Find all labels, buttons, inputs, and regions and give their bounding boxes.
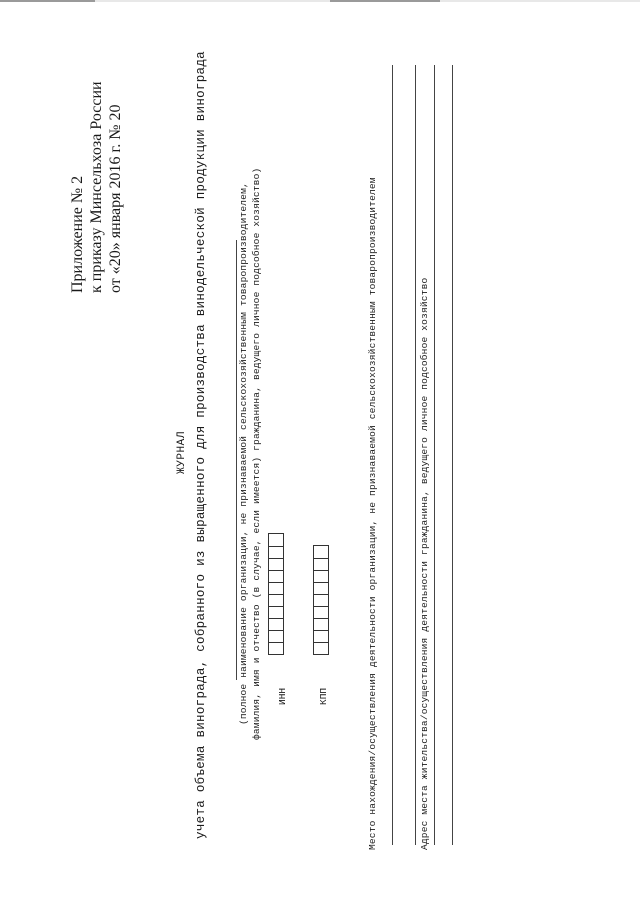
location-caption: Место нахождения/осуществления деятельности организации, не признаваемой сельскохозяйственным товаропроизводителем — [367, 177, 378, 850]
kpp-cell[interactable] — [314, 558, 328, 570]
address-line[interactable] — [434, 65, 435, 845]
inn-cell[interactable] — [269, 594, 283, 606]
address-caption: Адрес места жительства/осуществления деятельности гражданина, ведущего личное подсобное хозяйство — [419, 277, 430, 850]
kpp-cell[interactable] — [314, 642, 328, 654]
inn-cell[interactable] — [269, 582, 283, 594]
organization-note-line2: фамилия, имя и отчество (в случае, если имеется) гражданина, ведущего личное подсобное хозяйство) — [251, 167, 262, 740]
kpp-cell[interactable] — [314, 582, 328, 594]
kpp-cell[interactable] — [314, 606, 328, 618]
organization-name-line — [236, 240, 237, 680]
appendix-header — [68, 33, 125, 293]
inn-cell[interactable] — [269, 546, 283, 558]
inn-cell[interactable] — [269, 618, 283, 630]
inn-cell[interactable] — [269, 534, 283, 546]
organization-note-line1: (полное наименование организации, не признаваемой сельскохозяйственным товаропроизводителем, — [238, 182, 249, 725]
kpp-cell[interactable] — [314, 570, 328, 582]
inn-cell[interactable] — [269, 630, 283, 642]
inn-cell[interactable] — [269, 642, 283, 654]
address-line[interactable] — [452, 65, 453, 845]
kpp-cell[interactable] — [314, 630, 328, 642]
location-line[interactable] — [392, 65, 393, 845]
inn-cell[interactable] — [269, 558, 283, 570]
inn-boxes[interactable] — [268, 533, 284, 655]
inn-cell[interactable] — [269, 606, 283, 618]
appendix-date: от «20» января 2016 г. № 20 — [107, 104, 124, 293]
kpp-cell[interactable] — [314, 618, 328, 630]
kpp-label: КПП — [318, 687, 329, 705]
inn-cell[interactable] — [269, 570, 283, 582]
kpp-boxes[interactable] — [313, 545, 329, 655]
journal-title: ЖУРНАЛ — [176, 431, 188, 474]
appendix-order: к приказу Минсельхоза России — [88, 81, 105, 293]
location-line[interactable] — [415, 65, 416, 845]
kpp-cell[interactable] — [314, 546, 328, 558]
journal-subtitle: учета объема винограда, собранного из выращенного для производства винодельческой продукции винограда — [194, 51, 208, 839]
kpp-cell[interactable] — [314, 594, 328, 606]
appendix-number: Приложение № 2 — [69, 175, 86, 293]
inn-label: ИНН — [277, 687, 288, 705]
